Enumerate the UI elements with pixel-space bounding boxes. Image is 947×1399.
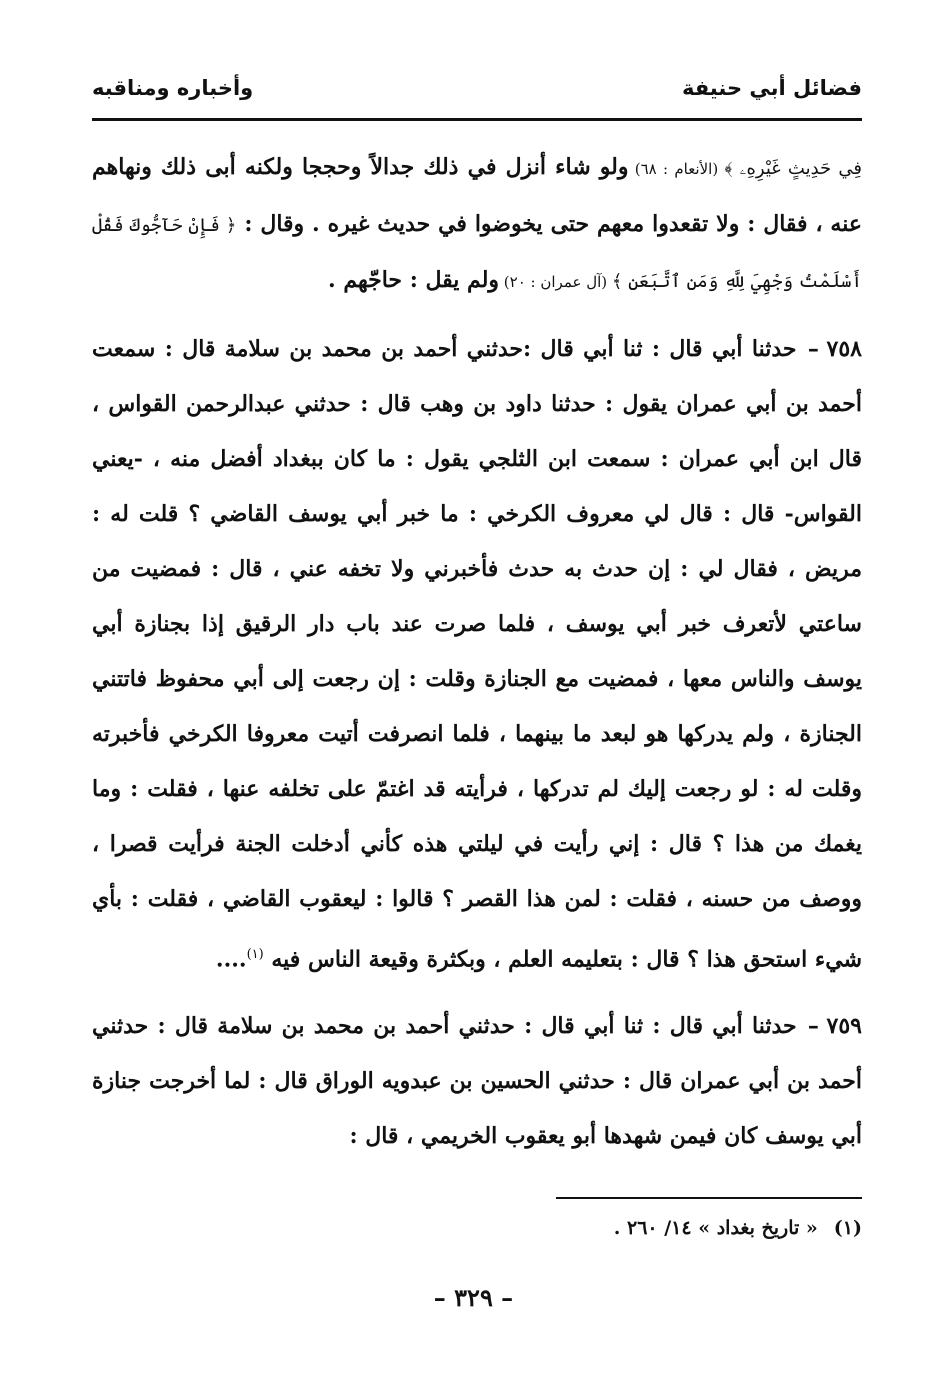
paragraph-text: ولم يقل : حاجّهم .: [328, 267, 500, 293]
footnote-rule: [556, 1197, 862, 1199]
paragraph-text: ولو شاء أنزل في ذلك جدالاً وحججا ولكنه أبى ذلك ونهاهم عنه ، فقال : ولا تقعدوا معهم حتى يخوضوا في حديث غيره . وقال :: [92, 154, 862, 237]
book-title-header: فضائل أبي حنيفة: [681, 76, 862, 100]
page-number: – ٣٢٩ –: [433, 1283, 514, 1312]
footnote: [362, 1217, 862, 1239]
quran-quote: ﴿ فَإِنْ حَآجُّوكَ فَقُلْ أَسْلَمْتُ وَجْهِيَ لِلَّهِ وَمَنِ ٱتَّبَعَنِ ﴾: [92, 215, 862, 292]
section-title-header: وأخباره ومناقبه: [92, 76, 254, 100]
hadith-number: ٧٥٨ –: [807, 336, 862, 362]
hadith-number: ٧٥٩ –: [807, 1013, 862, 1040]
footnote-text: « تاريخ بغداد » ١٤/ ٢٦٠ .: [613, 1217, 818, 1239]
running-head: [92, 70, 862, 110]
footnote-number: (١): [833, 1217, 862, 1239]
body-text: [92, 140, 862, 1164]
paragraph-text: حدثنا أبي قال : ثنا أبي قال : حدثني أحمد بن محمد بن سلامة قال : حدثني أحمد بن أبي عمران قال : حدثني الحسين بن عبدويه الوراق قال : لما أخرجت جنازة أبي يوسف كان فيمن شهدها أبو يعقوب الخريمي ، قال :: [92, 1013, 862, 1150]
verse-reference: (الأنعام : ٦٨): [628, 160, 725, 178]
header-rule: [92, 118, 862, 121]
paragraph-759: [92, 999, 862, 1164]
verse-reference: (آل عمران : ٢٠): [499, 273, 612, 291]
quran-quote: فِي حَدِيثٍ غَيْرِهِۦ ﴾: [724, 158, 863, 179]
footnote-marker: (١): [246, 947, 264, 962]
paragraph-758: [92, 322, 862, 987]
paragraph-text: ....: [215, 946, 247, 973]
paragraph-intro: [92, 140, 862, 310]
paragraph-text: حدثنا أبي قال : ثنا أبي قال :حدثني أحمد بن محمد بن سلامة قال : سمعت أحمد بن أبي عمران يقول : حدثنا داود بن وهب قال : حدثني عبدالرحمن القواس ، قال ابن أبي عمران : سمعت ابن الثلجي يقول : ما كان ببغداد أفضل منه ، -يعني القواس- قال : قال لي معروف الكرخي : ما خبر أبي يوسف القاضي ؟ قلت له : مريض ، فقال لي : إن حدث به حدث فأخبرني ولا تخفه عني ، قال : فمضيت من ساعتي لأتعرف خبر أبي يوسف ، فلما صرت عند باب دار الرقيق إذا بجنازة أبي يوسف والناس معها ، فمضيت مع الجنازة وقلت : إن رجعت إلى أبي محفوظ فاتتني الجنازة ، ولم يدركها هو لبعد ما بينهما ، فلما انصرفت أتيت معروفا الكرخي فأخبرته وقلت له : لو رجعت إليك لم تدركها ، فرأيته قد اغتمّ على تخلفه عنها ، فقلت : وما يغمك من هذا ؟ قال : إني رأيت في ليلتي هذه كأني أدخلت الجنة فرأيت قصرا ، ووصف من حسنه ، فقلت : لمن هذا القصر ؟ قالوا : ليعقوب القاضي ، فقلت : بأي شيء استحق هذا ؟ قال : بتعليمه العلم ، وبكثرة وقيعة الناس فيه: [92, 336, 863, 973]
